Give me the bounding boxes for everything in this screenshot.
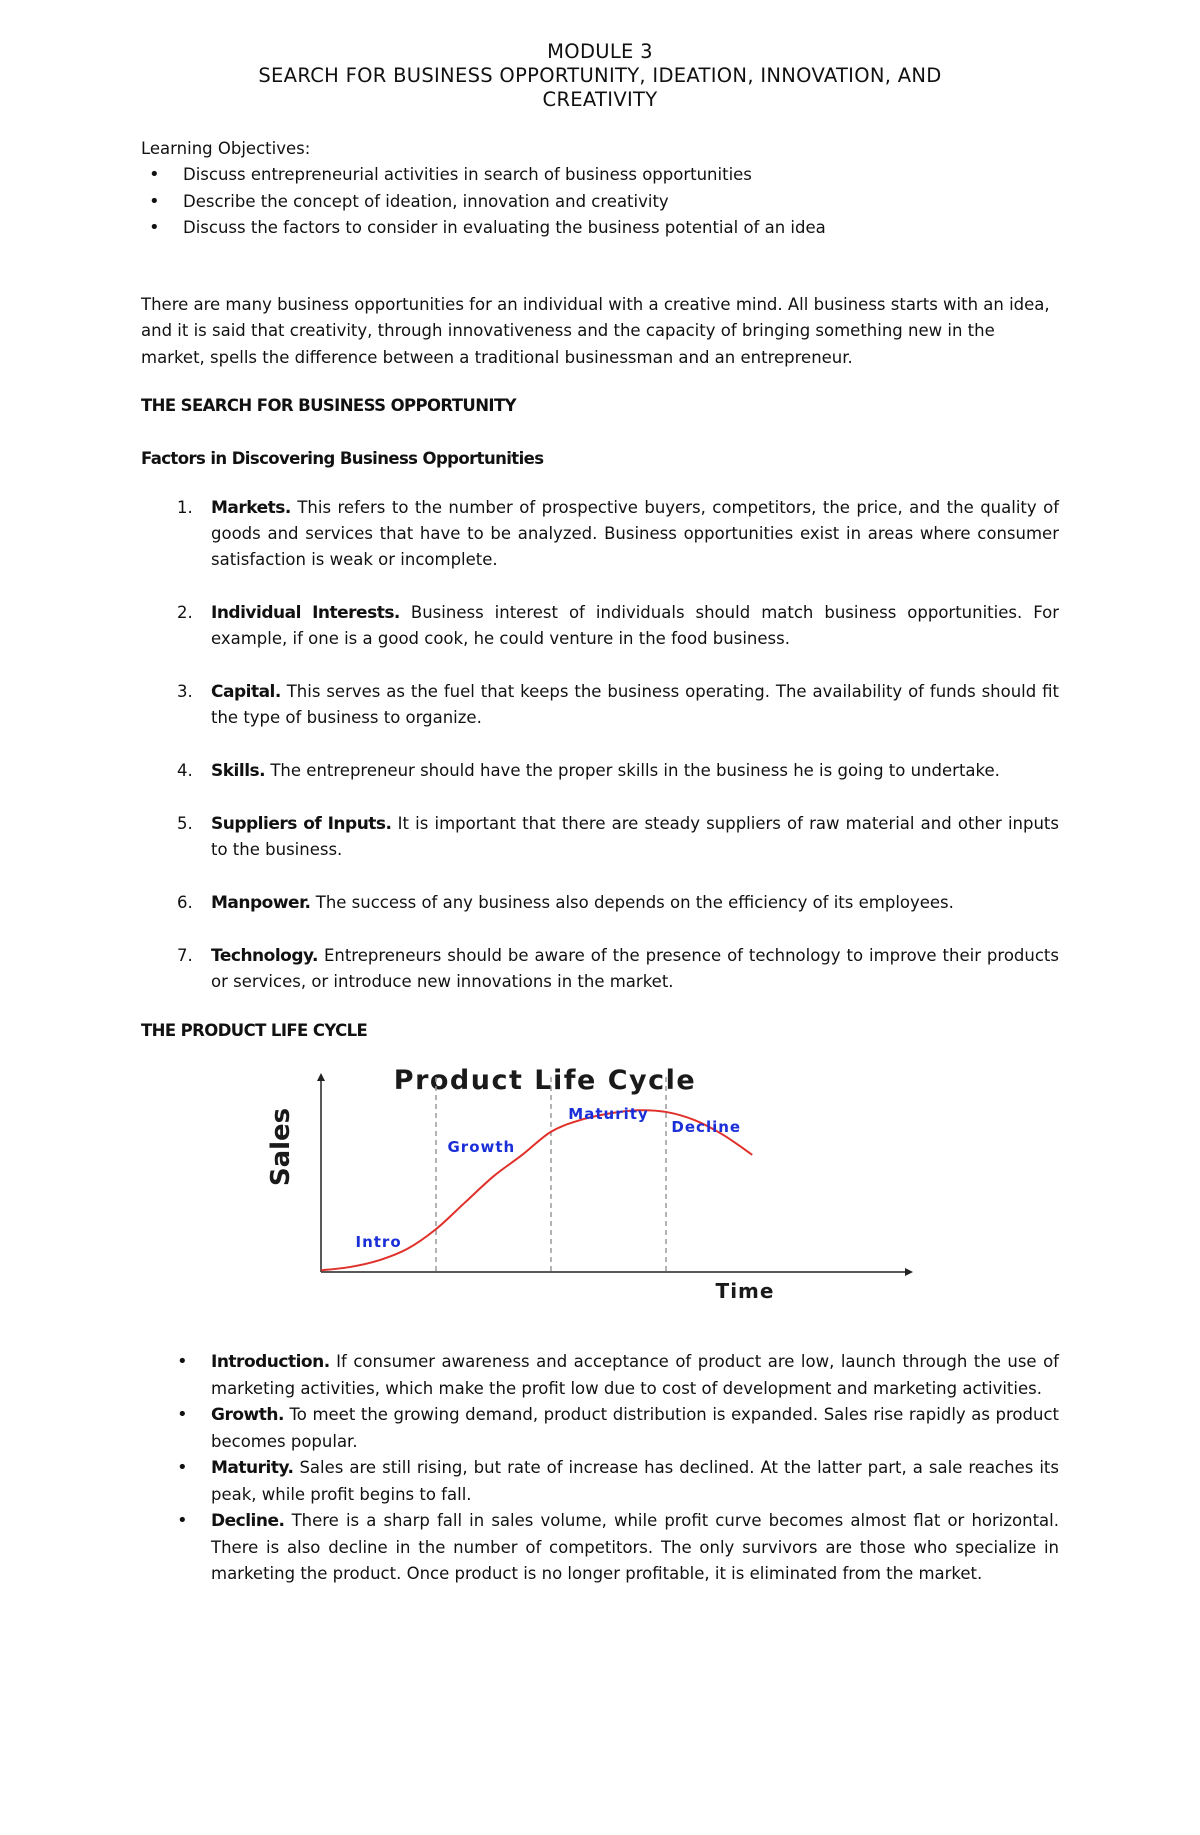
stage-item: • Introduction. If consumer awareness and acceptance of product are low, launch through the use of marketing activities, which make the profit low due to cost of development and marketing activities. xyxy=(141,1349,1059,1402)
module-title-line2: CREATIVITY xyxy=(542,88,658,111)
document-page xyxy=(141,40,1059,1588)
learning-objectives-list xyxy=(141,162,1059,242)
factor-item: 4. Skills. The entrepreneur should have the proper skills in the business he is going to undertake. xyxy=(177,761,1000,781)
factor-term: Individual Interests. xyxy=(211,603,400,623)
stage-item: • Decline. There is a sharp fall in sales volume, while profit curve becomes almost flat or horizontal. There is also decline in the number of competitors. The only survivors are those who specialize in marketing the product. Once product is no longer profitable, it is eliminated from the market. xyxy=(141,1508,1059,1588)
learning-objectives-label: Learning Objectives: xyxy=(141,139,311,158)
stage-term: Introduction. xyxy=(211,1352,330,1372)
stage-term: Growth. xyxy=(211,1405,284,1425)
subheading-factors: Factors in Discovering Business Opportunities xyxy=(141,449,544,468)
factor-item: 2. Individual Interests. Business interest of individuals should match business opportunities. For example, if one is a good cook, he could venture in the food business. xyxy=(177,603,1060,648)
factor-item: 6. Manpower. The success of any business also depends on the efficiency of its employees. xyxy=(177,893,954,913)
factor-term: Suppliers of Inputs. xyxy=(211,814,392,834)
stage-label: Maturity xyxy=(568,1105,649,1123)
product-life-cycle-chart xyxy=(141,1047,1059,1347)
objective-item: • Discuss entrepreneurial activities in search of business opportunities xyxy=(141,162,1059,189)
section-heading-product-life-cycle: THE PRODUCT LIFE CYCLE xyxy=(141,1021,368,1040)
stage-label: Growth xyxy=(447,1138,516,1156)
factor-term: Manpower. xyxy=(211,893,311,913)
factor-term: Capital. xyxy=(211,682,281,702)
objective-item: • Discuss the factors to consider in evaluating the business potential of an idea xyxy=(141,215,1059,242)
factor-term: Technology. xyxy=(211,946,318,966)
x-axis-arrow xyxy=(905,1268,913,1276)
factor-term: Markets. xyxy=(211,498,291,518)
factor-item: 3. Capital. This serves as the fuel that keeps the business operating. The availability of funds should fit the type of business to organize. xyxy=(177,682,1059,727)
chart-svg xyxy=(141,1047,1059,1347)
factors-list xyxy=(141,495,1059,995)
y-axis-arrow xyxy=(317,1073,325,1081)
chart-axes xyxy=(317,1073,913,1276)
factor-item: 7. Technology. Entrepreneurs should be aware of the presence of technology to improve their products or services, or introduce new innovations in the market. xyxy=(177,946,1059,991)
stage-item: • Maturity. Sales are still rising, but rate of increase has declined. At the latter part, a sale reaches its peak, while profit begins to fall. xyxy=(141,1455,1059,1508)
factor-item: 5. Suppliers of Inputs. It is important that there are steady suppliers of raw material and other inputs to the business. xyxy=(177,814,1060,859)
factor-term: Skills. xyxy=(211,761,266,781)
life-cycle-stages-list xyxy=(141,1349,1059,1588)
stage-item: • Growth. To meet the growing demand, product distribution is expanded. Sales rise rapidly as product becomes popular. xyxy=(141,1402,1059,1455)
x-axis-label: Time xyxy=(715,1279,775,1303)
section-heading-business-opportunity: THE SEARCH FOR BUSINESS OPPORTUNITY xyxy=(141,396,516,415)
factor-item: 1. Markets. This refers to the number of prospective buyers, competitors, the price, and the quality of goods and services that have to be analyzed. Business opportunities exist in areas where consumer satisfaction is weak or incomplete. xyxy=(177,498,1059,569)
module-number: MODULE 3 xyxy=(547,40,653,63)
chart-title: Product Life Cycle xyxy=(393,1065,697,1096)
stage-term: Decline. xyxy=(211,1511,285,1531)
stage-label: Intro xyxy=(355,1233,402,1251)
intro-paragraph: There are many business opportunities for an individual with a creative mind. All business starts with an idea, and it is said that creativity, through innovativeness and the capacity of bringing something new in the market, spells the difference between a traditional businessman and an entrepreneur. xyxy=(141,294,1050,367)
module-title-line1: SEARCH FOR BUSINESS OPPORTUNITY, IDEATION, INNOVATION, AND xyxy=(258,64,942,87)
y-axis-label: Sales xyxy=(266,1107,296,1187)
stage-labels xyxy=(356,1105,742,1251)
stage-label: Decline xyxy=(671,1118,742,1136)
stage-term: Maturity. xyxy=(211,1458,294,1478)
objective-item: • Describe the concept of ideation, innovation and creativity xyxy=(141,189,1059,216)
